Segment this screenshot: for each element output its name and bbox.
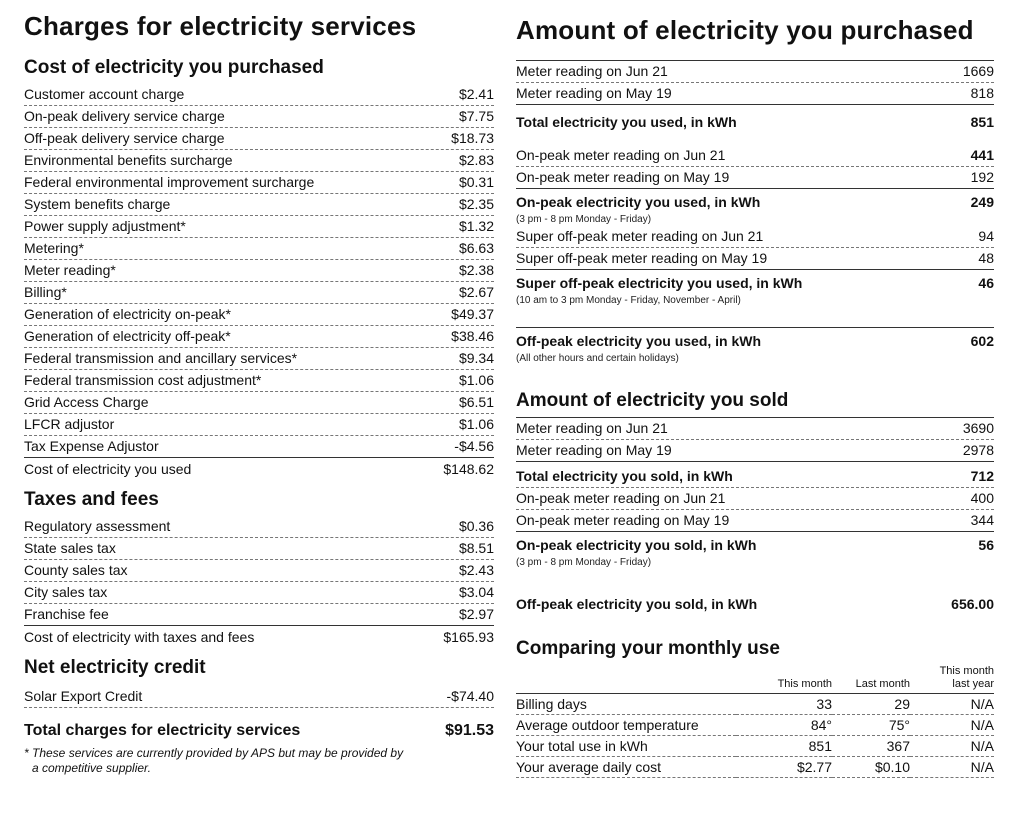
subtotal-value: $148.62: [443, 461, 494, 477]
reading-label: Meter reading on May 19: [516, 442, 672, 458]
cmp-last-year: N/A: [910, 715, 994, 736]
reading-value: 1669: [962, 63, 994, 79]
cost-section-heading: Cost of electricity you purchased: [24, 57, 324, 78]
usage-value: 46: [978, 275, 994, 291]
usage-note: (All other hours and certain holidays): [516, 353, 679, 364]
cmp-last-month: $0.10: [832, 757, 910, 778]
charge-label: Generation of electricity off-peak*: [24, 328, 231, 344]
charge-value: $49.37: [451, 306, 494, 322]
charge-value: -$4.56: [454, 438, 494, 454]
usage-label: Total electricity you used, in kWh: [516, 114, 737, 130]
col-last-year-line1: This month: [939, 665, 994, 677]
charge-label: Federal environmental improvement surcharge: [24, 174, 315, 190]
cmp-this-month: $2.77: [736, 757, 832, 778]
reading-label: Meter reading on May 19: [516, 85, 672, 101]
cmp-label: Your total use in kWh: [516, 736, 736, 757]
footnote-line: a competitive supplier.: [32, 761, 151, 775]
usage-value: 249: [970, 194, 994, 210]
reading-label: On-peak meter reading on May 19: [516, 512, 730, 528]
footnote: [24, 746, 494, 776]
usage-total-row: [516, 462, 994, 488]
charge-label: Generation of electricity on-peak*: [24, 306, 231, 322]
reading-value: 344: [970, 512, 994, 528]
grand-total-label: Total charges for electricity services: [24, 722, 301, 739]
charge-row: [24, 436, 494, 458]
charge-label: Tax Expense Adjustor: [24, 438, 159, 454]
usage-total-row: [516, 270, 994, 294]
reading-row: [516, 440, 994, 462]
credit-list: [24, 686, 494, 708]
taxes-subtotal-row: [24, 626, 494, 648]
charge-row: [24, 414, 494, 436]
reading-row: [516, 418, 994, 440]
charges-title: Charges for electricity services: [24, 11, 417, 41]
sold-title: Amount of electricity you sold: [516, 390, 789, 411]
cmp-last-year: N/A: [910, 757, 994, 778]
reading-row: [516, 488, 994, 510]
tax-row: [24, 604, 494, 626]
cost-list: [24, 84, 494, 480]
taxes-list: [24, 516, 494, 648]
reading-value: 192: [970, 169, 994, 185]
reading-row: [516, 510, 994, 532]
charge-row: [24, 326, 494, 348]
charge-value: $2.67: [458, 284, 494, 300]
charge-label: Meter reading*: [24, 262, 116, 278]
tax-value: $8.51: [458, 540, 494, 556]
charge-row: [24, 106, 494, 128]
table-row: [516, 715, 994, 736]
usage-total-row: [516, 328, 994, 352]
usage-value: 851: [970, 114, 994, 130]
charge-label: System benefits charge: [24, 196, 171, 212]
charge-row: [24, 194, 494, 216]
usage-label: On-peak electricity you sold, in kWh: [516, 537, 757, 553]
taxes-section-heading: Taxes and fees: [24, 489, 159, 510]
cmp-last-year: N/A: [910, 694, 994, 715]
cost-subtotal-row: [24, 458, 494, 480]
tax-row: [24, 582, 494, 604]
charge-row: [24, 150, 494, 172]
usage-value: 602: [970, 333, 994, 349]
charge-row: [24, 216, 494, 238]
cmp-last-month: 29: [832, 694, 910, 715]
credit-value: -$74.40: [446, 688, 494, 704]
charge-label: On-peak delivery service charge: [24, 108, 225, 124]
reading-value: 94: [978, 228, 994, 244]
charge-row: [24, 238, 494, 260]
reading-label: On-peak meter reading on May 19: [516, 169, 730, 185]
reading-value: 818: [970, 85, 994, 101]
purchased-list: [516, 60, 994, 365]
reading-label: Meter reading on Jun 21: [516, 63, 668, 79]
charge-row: [24, 348, 494, 370]
charge-label: Federal transmission and ancillary services*: [24, 350, 298, 366]
credit-section-heading: Net electricity credit: [24, 657, 206, 678]
cmp-this-month: 33: [736, 694, 832, 715]
subtotal-value: $165.93: [443, 629, 494, 645]
reading-row: [516, 248, 994, 270]
cmp-last-month: 75°: [832, 715, 910, 736]
cmp-label: Your average daily cost: [516, 757, 736, 778]
cmp-last-year: N/A: [910, 736, 994, 757]
charge-row: [24, 392, 494, 414]
usage-value: 712: [970, 468, 994, 484]
charge-value: $0.31: [458, 174, 494, 190]
col-last-year: [910, 665, 994, 694]
footnote-line: * These services are currently provided by APS but may be provided by: [24, 746, 404, 760]
charge-label: Billing*: [24, 284, 67, 300]
cmp-this-month: 851: [736, 736, 832, 757]
credit-label: Solar Export Credit: [24, 688, 143, 704]
charge-label: Customer account charge: [24, 86, 185, 102]
reading-label: Meter reading on Jun 21: [516, 420, 668, 436]
charge-row: [24, 84, 494, 106]
cmp-label: Average outdoor temperature: [516, 715, 736, 736]
cmp-label: Billing days: [516, 694, 736, 715]
charge-label: Metering*: [24, 240, 84, 256]
tax-value: $0.36: [458, 518, 494, 534]
charge-row: [24, 370, 494, 392]
charge-label: Off-peak delivery service charge: [24, 130, 225, 146]
charge-value: $18.73: [451, 130, 494, 146]
reading-label: On-peak meter reading on Jun 21: [516, 147, 726, 163]
usage-note: (10 am to 3 pm Monday - Friday, November - April): [516, 295, 741, 306]
tax-label: State sales tax: [24, 540, 116, 556]
usage-value: 656.00: [951, 596, 994, 612]
table-row: [516, 694, 994, 715]
col-last-year-line2: last year: [952, 678, 994, 690]
charge-label: LFCR adjustor: [24, 416, 115, 432]
usage-total-row: [516, 569, 994, 615]
table-row: [516, 757, 994, 778]
reading-value: 400: [970, 490, 994, 506]
charge-value: $2.83: [458, 152, 494, 168]
reading-row: [516, 83, 994, 105]
usage-total-row: [516, 189, 994, 213]
usage-label: Off-peak electricity you used, in kWh: [516, 333, 762, 349]
tax-label: County sales tax: [24, 562, 128, 578]
tax-row: [24, 538, 494, 560]
usage-note: (3 pm - 8 pm Monday - Friday): [516, 214, 652, 225]
reading-row: [516, 145, 994, 167]
charge-label: Grid Access Charge: [24, 394, 149, 410]
grand-total-value: $91.53: [445, 722, 494, 739]
grand-total-row: [24, 720, 494, 742]
charge-value: $9.34: [458, 350, 494, 366]
reading-label: On-peak meter reading on Jun 21: [516, 490, 726, 506]
comparison-table: [516, 665, 994, 778]
charge-value: $7.75: [458, 108, 494, 124]
comparison-title: Comparing your monthly use: [516, 638, 780, 659]
reading-label: Super off-peak meter reading on Jun 21: [516, 228, 764, 244]
usage-column: [516, 0, 994, 778]
reading-value: 3690: [962, 420, 994, 436]
reading-value: 441: [970, 147, 994, 163]
tax-label: Regulatory assessment: [24, 518, 171, 534]
usage-total-row: [516, 105, 994, 133]
charge-label: Federal transmission cost adjustment*: [24, 372, 262, 388]
sold-list: [516, 417, 994, 615]
reading-row: [516, 167, 994, 189]
charge-label: Environmental benefits surcharge: [24, 152, 233, 168]
charge-label: Power supply adjustment*: [24, 218, 186, 234]
usage-note: (3 pm - 8 pm Monday - Friday): [516, 557, 652, 568]
charge-row: [24, 260, 494, 282]
charge-value: $1.06: [458, 416, 494, 432]
charge-value: $1.06: [458, 372, 494, 388]
tax-value: $2.97: [458, 606, 494, 622]
reading-value: 2978: [962, 442, 994, 458]
usage-label: On-peak electricity you used, in kWh: [516, 194, 761, 210]
col-this-month: This month: [736, 665, 832, 694]
charge-value: $6.63: [458, 240, 494, 256]
charge-row: [24, 282, 494, 304]
usage-label: Super off-peak electricity you used, in kWh: [516, 275, 803, 291]
tax-value: $2.43: [458, 562, 494, 578]
charge-value: $2.41: [458, 86, 494, 102]
reading-value: 48: [978, 250, 994, 266]
usage-label: Off-peak electricity you sold, in kWh: [516, 596, 758, 612]
subtotal-label: Cost of electricity you used: [24, 461, 192, 477]
usage-value: 56: [978, 537, 994, 553]
credit-row: [24, 686, 494, 708]
charge-value: $1.32: [458, 218, 494, 234]
reading-row: [516, 226, 994, 248]
usage-label: Total electricity you sold, in kWh: [516, 468, 733, 484]
cmp-last-month: 367: [832, 736, 910, 757]
cmp-this-month: 84°: [736, 715, 832, 736]
charges-column: [24, 0, 494, 776]
reading-row: [516, 61, 994, 83]
comparison-header-row: [516, 665, 994, 694]
charge-row: [24, 304, 494, 326]
col-last-month: Last month: [832, 665, 910, 694]
subtotal-label: Cost of electricity with taxes and fees: [24, 629, 255, 645]
tax-label: City sales tax: [24, 584, 108, 600]
tax-value: $3.04: [458, 584, 494, 600]
charge-value: $2.38: [458, 262, 494, 278]
purchased-title: Amount of electricity you purchased: [516, 15, 974, 45]
usage-total-row: [516, 532, 994, 556]
charge-value: $2.35: [458, 196, 494, 212]
tax-row: [24, 560, 494, 582]
tax-label: Franchise fee: [24, 606, 109, 622]
table-row: [516, 736, 994, 757]
charge-row: [24, 128, 494, 150]
charge-value: $6.51: [458, 394, 494, 410]
charge-value: $38.46: [451, 328, 494, 344]
charge-row: [24, 172, 494, 194]
reading-label: Super off-peak meter reading on May 19: [516, 250, 768, 266]
tax-row: [24, 516, 494, 538]
